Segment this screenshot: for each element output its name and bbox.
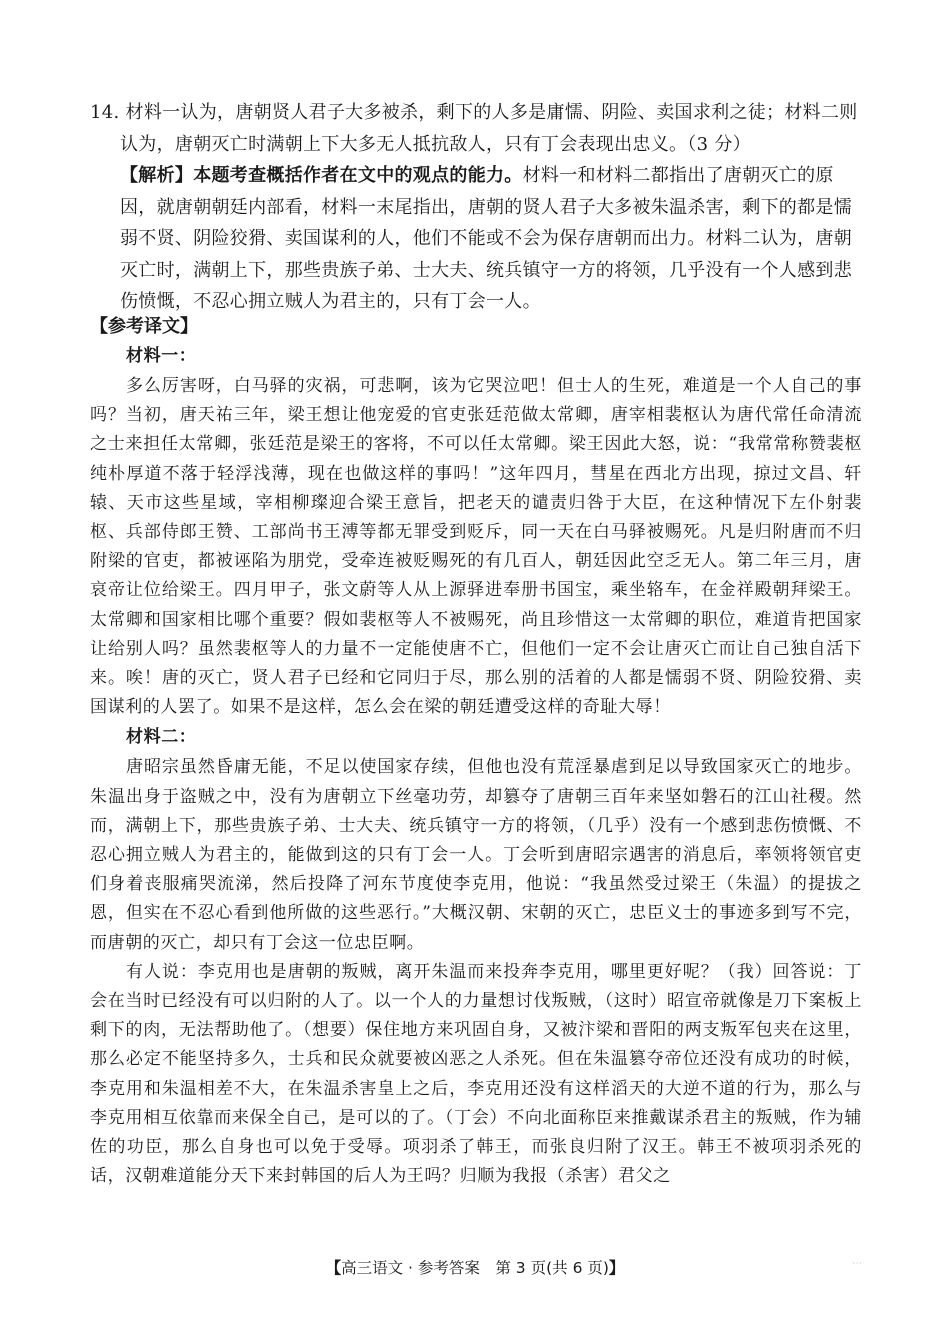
footer-left-bracket: 【 [325,1259,342,1277]
material-2-paragraph-1: 唐昭宗虽然昏庸无能，不足以使国家存续，但他也没有荒淫暴虐到足以导致国家灭亡的地步。朱温出身于盗贼之中，没有为唐朝立下丝毫功劳，却篡夺了唐朝三百年来坚如磐石的江山社稷。然而，满朝上下，那些贵族子弟、士大夫、统兵镇守一方的将领，（几乎）没有一个感到悲伤愤慨、不忍心拥立贼人为君主的，能做到这的只有丁会一人。丁会听到唐昭宗遇害的消息后，率领将领官吏们身着丧服痛哭流涕，然后投降了河东节度使李克用，他说：“我虽然受过梁王（朱温）的提拔之恩，但实在不忍心看到他所做的这些恶行。”大概汉朝、宋朝的灭亡，忠臣义士的事迹多到写不完，而唐朝的灭亡，却只有丁会这一位忠臣啊。 [90,757,862,953]
analysis-label: 【解析】本题考查概括作者在文中的观点的能力。 [120,165,523,186]
question-14-text: 14. 材料一认为，唐朝贤人君子大多被杀，剩下的人多是庸懦、阴险、卖国求利之徒；材料二则认为，唐朝灭亡时满朝上下大多无人抵抗敌人，只有丁会表现出忠义。（3 分） [90,102,858,155]
corner-mark: ⋯ [852,1258,862,1269]
question-14-answer [90,97,862,318]
analysis-text: 材料一和材料二都指出了唐朝灭亡的原因，就唐朝朝廷内部看，材料一末尾指出，唐朝的贤人君子大多被朱温杀害，剩下的都是懦弱不贤、阴险狡猾、卖国谋利的人，他们不能或不会为保存唐朝而出力。材料二认为，唐朝灭亡时，满朝上下，那些贵族子弟、士大夫、统兵镇守一方的将领，几乎没有一个人感到悲伤愤慨，不忍心拥立贼人为君主的，只有丁会一人。 [120,165,852,312]
reference-translation-heading: 【参考译文】 [90,316,198,337]
material-1-heading: 材料一： [126,346,197,366]
page-footer [0,1256,950,1280]
reference-translation-body [90,341,862,1191]
footer-text: 高三语文 · 参考答案 第 3 页(共 6 页) [341,1259,609,1277]
question-14-analysis [90,160,862,318]
material-1-paragraph: 多么厉害呀，白马驿的灾祸，可悲啊，该为它哭泣吧！但士人的生死，难道是一个人自己的事吗？当初，唐天祐三年，梁王想让他宠爱的官吏张廷范做太常卿，唐宰相裴枢认为唐代常任命清流之士来担任太常卿，张廷范是梁王的客将，不可以任太常卿。梁王因此大怒，说：“我常常称赞裴枢纯朴厚道不落于轻浮浅薄，现在也做这样的事吗！”这年四月，彗星在西北方出现，掠过文昌、轩辕、天市这些星域，宰相柳璨迎合梁王意旨，把老天的谴责归咎于大臣，在这种情况下左仆射裴枢、兵部侍郎王赞、工部尚书王溥等都无罪受到贬斥，同一天在白马驿被赐死。凡是归附唐而不归附梁的官吏，都被诬陷为朋党，受牵连被贬赐死的有几百人，朝廷因此空乏无人。第二年三月，唐哀帝让位给梁王。四月甲子，张文蔚等人从上源驿进奉册书国宝，乘坐辂车，在金祥殿朝拜梁王。太常卿和国家相比哪个重要？假如裴枢等人不被赐死，尚且珍惜这一太常卿的职位，难道肯把国家让给别人吗？虽然裴枢等人的力量不一定能使唐不亡，但他们一定不会让唐灭亡而让自己独自活下来。唉！唐的灭亡，贤人君子已经和它同归于尽，那么别的活着的人都是懦弱不贤、阴险狡猾、卖国谋利的人罢了。如果不是这样，怎么会在梁的朝廷遭受这样的奇耻大辱！ [90,376,862,718]
footer-right-bracket: 】 [608,1259,625,1277]
material-2-paragraph-2: 有人说：李克用也是唐朝的叛贼，离开朱温而来投奔李克用，哪里更好呢？（我）回答说：丁会在当时已经没有可以归附的人了。以一个人的力量想讨伐叛贼，（这时）昭宣帝就像是刀下案板上剩下的肉，无法帮助他了。（想要）保住地方来巩固自身，又被汴梁和晋阳的两支叛军包夹在这里，那么必定不能坚持多久，士兵和民众就要被凶恶之人杀死。但在朱温篡夺帝位还没有成功的时候，李克用和朱温相差不大，在朱温杀害皇上之后，李克用还没有这样滔天的大逆不道的行为，那么与李克用相互依靠而来保全自己，是可以的了。（丁会）不向北面称臣来推戴谋杀君主的叛贼，作为辅佐的功臣，那么自身也可以免于受辱。项羽杀了韩王，而张良归附了汉王。韩王不被项羽杀死的话，汉朝难道能分天下来封韩国的后人为王吗？归顺为我报（杀害）君父之 [90,961,862,1187]
material-2-heading: 材料二： [126,727,197,748]
